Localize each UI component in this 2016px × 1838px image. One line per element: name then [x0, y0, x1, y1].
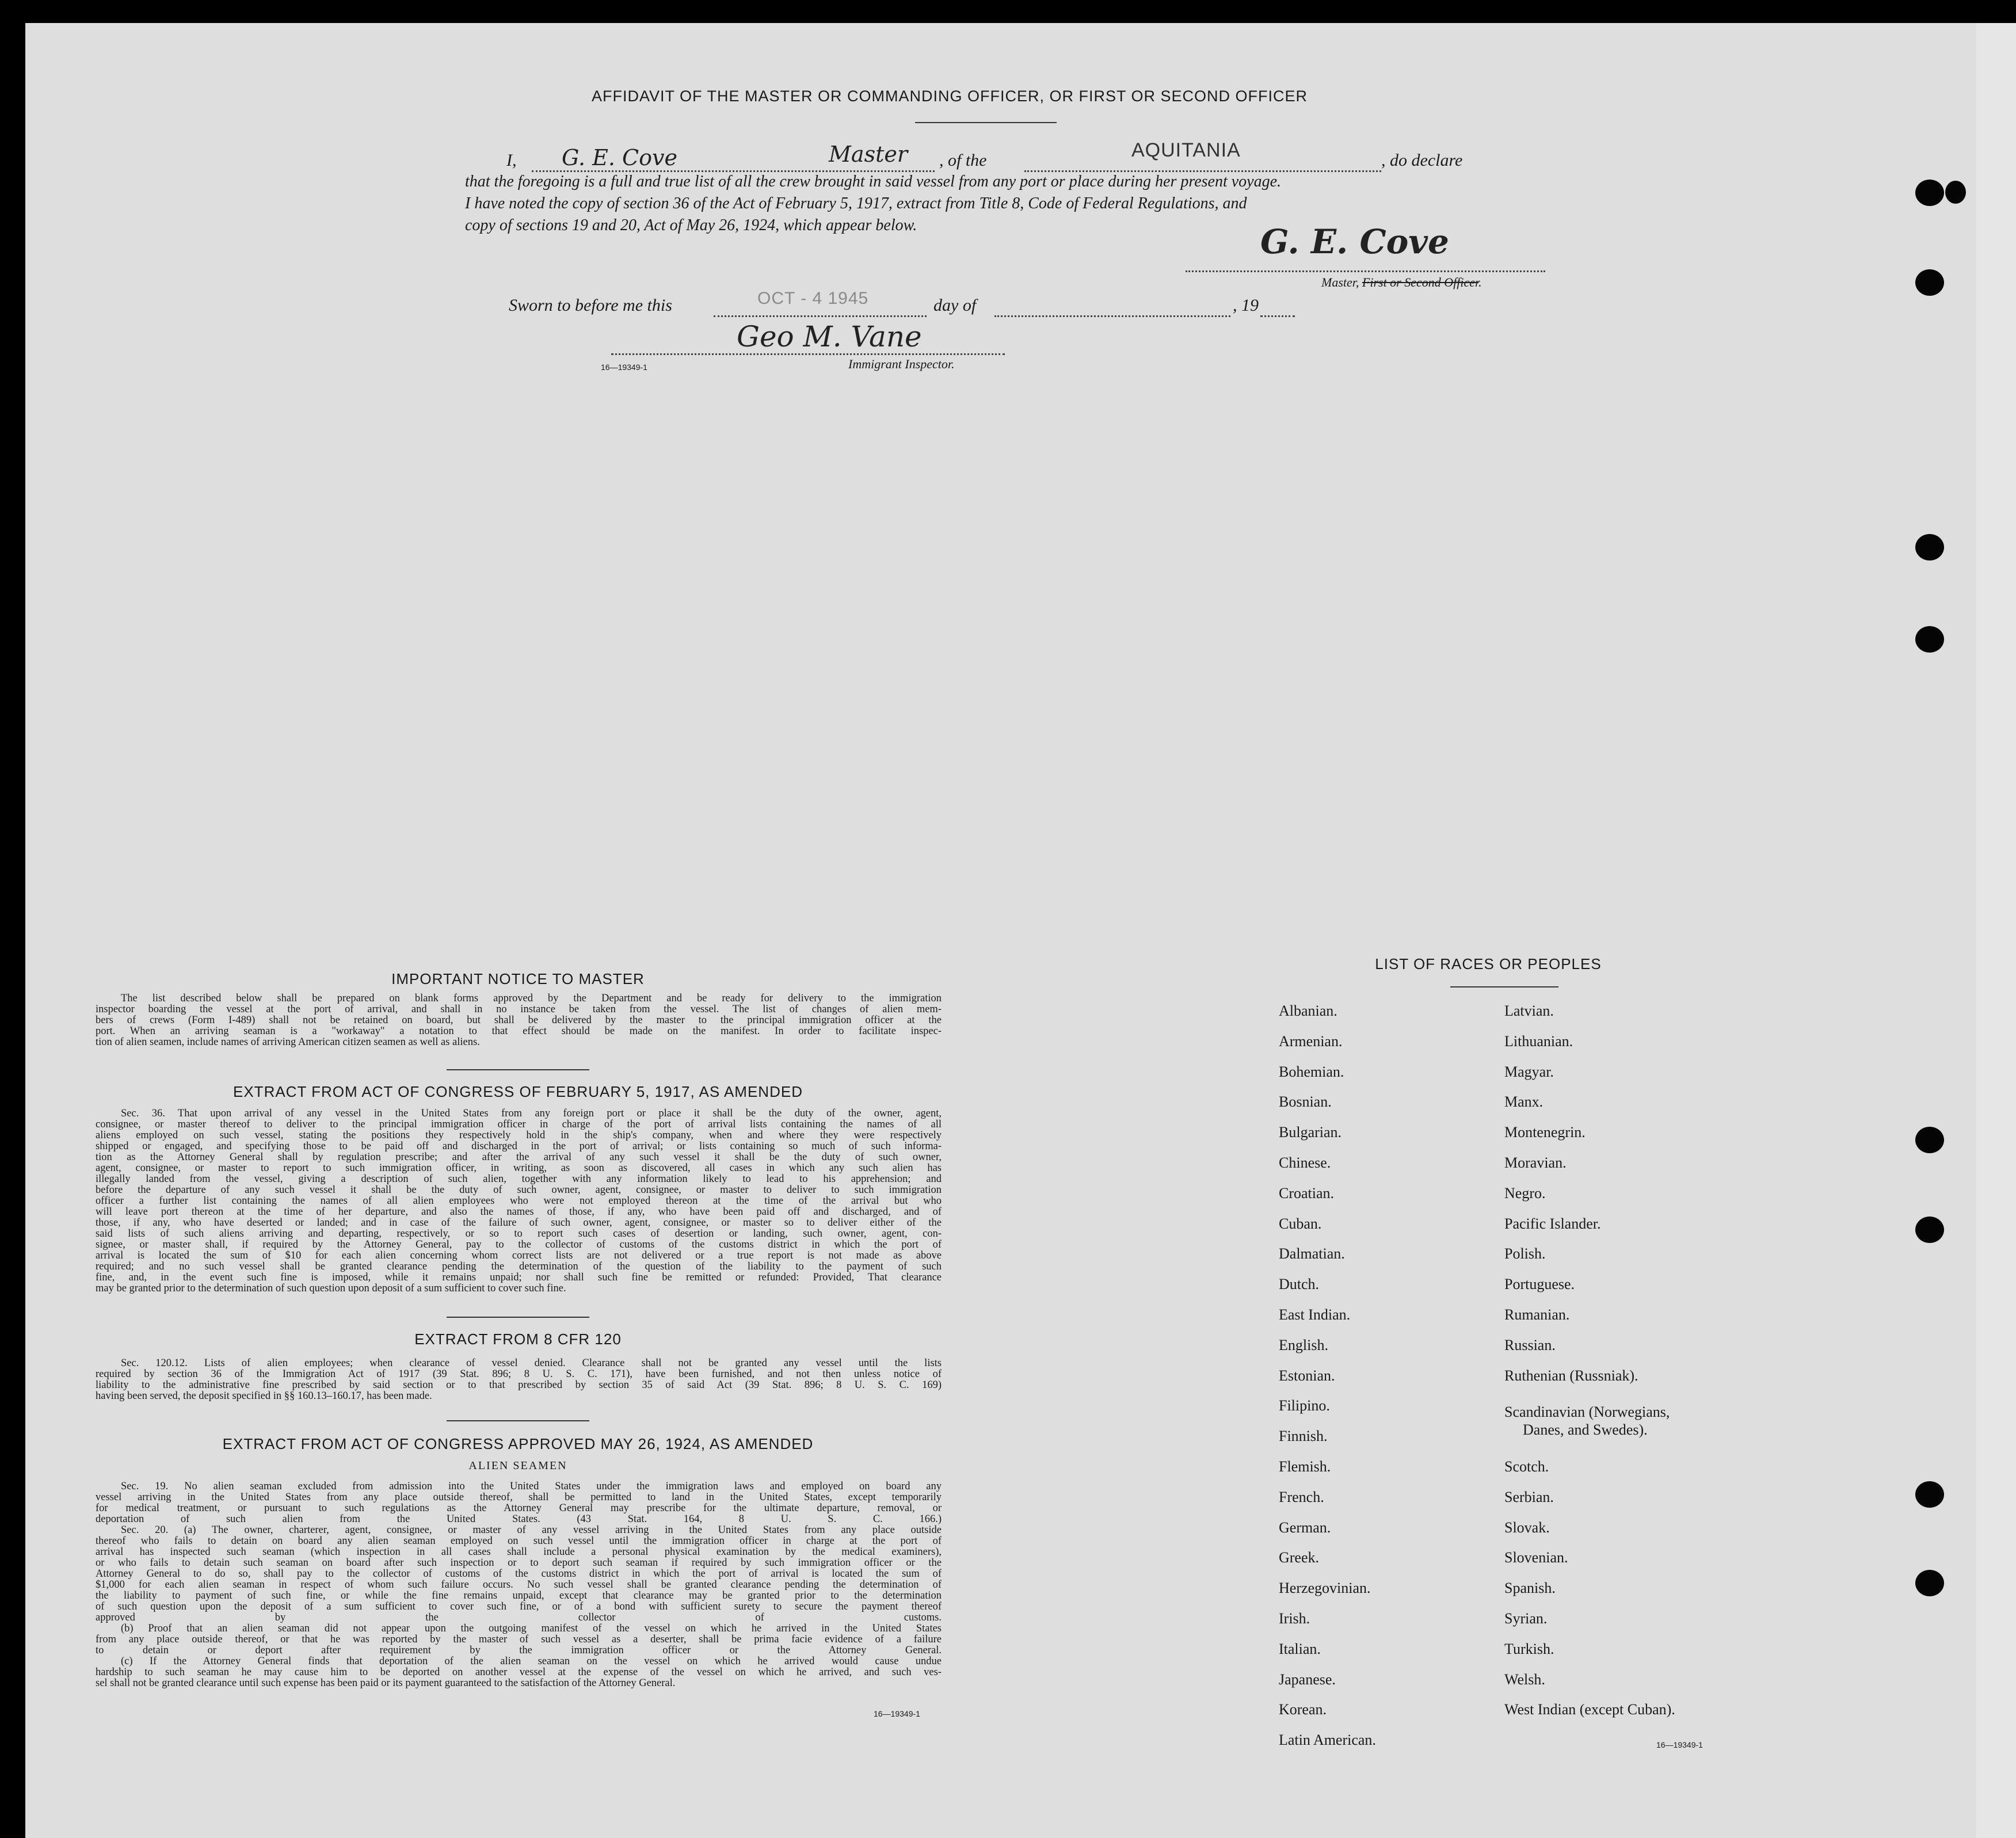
caption-struck-officer: First or Second Officer — [1362, 275, 1479, 289]
race-item: Negro. — [1504, 1185, 1546, 1202]
inspector-signature: Geo M. Vane — [737, 320, 922, 353]
signature-line — [1186, 270, 1545, 272]
race-item: Scandinavian (Norwegians, — [1504, 1404, 1670, 1420]
affidavit-title: AFFIDAVIT OF THE MASTER OR COMMANDING OFFICER, OR FIRST OR SECOND OFFICER — [591, 87, 1308, 105]
race-item: Syrian. — [1504, 1610, 1548, 1627]
race-item: East Indian. — [1279, 1306, 1351, 1323]
page-edge — [1976, 23, 2016, 1838]
binder-hole — [1915, 1127, 1944, 1153]
text-line: before the departure of any such vessel it shall be the duty of such owner, agent, consignee, or master to deliver to such immigration — [96, 1185, 942, 1196]
signature-caption — [1321, 275, 1482, 290]
race-item: Spanish. — [1504, 1580, 1556, 1596]
of-the-label: , of the — [939, 151, 987, 170]
race-item: Italian. — [1279, 1641, 1321, 1657]
race-item: Slovenian. — [1504, 1549, 1568, 1566]
extract-1924-paragraph — [96, 1481, 942, 1689]
text-line: liability to the administrative fine prescribed by said section or to that prescribed by section 35 of said Act (39 Stat. 896; 8 U. S. C. 169) — [96, 1380, 942, 1391]
race-item: Estonian. — [1279, 1367, 1335, 1384]
race-item: Armenian. — [1279, 1033, 1343, 1050]
extract-1924-heading: EXTRACT FROM ACT OF CONGRESS APPROVED MAY 26, 1924, AS AMENDED — [222, 1435, 814, 1452]
text-line: to detain or deport after requirement by the immigration officer or the Attorney General. — [96, 1645, 942, 1656]
text-line: required; and no such vessel shall be granted clearance pending the determination of the question of the liability to the payment of such — [96, 1261, 942, 1272]
text-line: arrival has inspected such seaman (which inspection in all cases shall include a personal physical examination by the medical examiners), — [96, 1547, 942, 1558]
race-item: Russian. — [1504, 1337, 1556, 1353]
text-line: shipped or engaged, and specifying those to be paid off and discharged in the port of arrival; or lists containing so much of such informa- — [96, 1141, 942, 1152]
race-item: French. — [1279, 1489, 1324, 1505]
master-rank: Master — [829, 142, 908, 167]
race-item: Moravian. — [1504, 1154, 1567, 1171]
race-item: Filipino. — [1279, 1397, 1330, 1414]
sworn-line — [509, 289, 1297, 319]
sworn-day-line — [714, 315, 927, 317]
text-line: Sec. 19. No alien seaman excluded from admission into the United States under the immigration laws and employed on board any — [121, 1481, 942, 1492]
text-line: The list described below shall be prepared on blank forms approved by the Department and be ready for delivery to the immigration — [121, 993, 942, 1004]
text-line: port. When an arriving seaman is a "workaway" a notation to that effect should be made on the manifest. In order to facilitate inspec- — [96, 1026, 942, 1037]
text-line: signee, or master shall, if required by the Attorney General, pay to the collector of customs of the customs district in which the port of — [96, 1240, 942, 1250]
notice-heading: IMPORTANT NOTICE TO MASTER — [391, 970, 645, 987]
race-item: Montenegrin. — [1504, 1124, 1586, 1141]
text-line: said lists of such aliens arriving and departing, respectively, or so to report such cases of desertion or landing, such owner, agent, con- — [96, 1229, 942, 1240]
extract-1917-heading: EXTRACT FROM ACT OF CONGRESS OF FEBRUARY 5, 1917, AS AMENDED — [233, 1083, 803, 1100]
binder-hole — [1915, 180, 1944, 206]
race-item: Bulgarian. — [1279, 1124, 1342, 1141]
race-item: Dalmatian. — [1279, 1245, 1345, 1262]
race-item-continuation: Danes, and Swedes). — [1523, 1421, 1648, 1438]
text-line: Sec. 20. (a) The owner, charterer, agent, consignee, or master of any vessel arriving in the United States from any place outside — [121, 1525, 942, 1536]
race-item: Japanese. — [1279, 1671, 1336, 1688]
race-item: Croatian. — [1279, 1185, 1335, 1202]
alien-seamen-subheading: ALIEN SEAMEN — [468, 1459, 567, 1472]
text-line: deportation of such alien from the United States. (43 Stat. 164, 8 U. S. C. 166.) — [96, 1514, 942, 1525]
year-label: , 19 — [1233, 296, 1259, 315]
race-item: Rumanian. — [1504, 1306, 1570, 1323]
race-item: Korean. — [1279, 1701, 1327, 1718]
text-line: inspector boarding the vessel at the port of arrival, and shall in no instance be taken from the vessel. The list of changes of alien mem- — [96, 1004, 942, 1015]
title-underline — [915, 122, 1057, 123]
text-line: tion of alien seamen, include names of arriving American citizen seamen as well as aliens. — [96, 1037, 480, 1048]
race-item: Manx. — [1504, 1093, 1544, 1110]
divider — [447, 1317, 589, 1318]
binder-hole — [1915, 1217, 1944, 1243]
race-item: Dutch. — [1279, 1276, 1320, 1292]
race-item: Chinese. — [1279, 1154, 1331, 1171]
extract-cfr-heading: EXTRACT FROM 8 CFR 120 — [414, 1330, 622, 1348]
text-line: vessel arriving in the United States from any place outside thereof, shall be permitted to land in the United States, except temporarily — [96, 1492, 942, 1503]
text-line: of such question upon the deposit of a sum sufficient to cover such fine, or of a bond with sufficient surety to secure the payment thereof — [96, 1601, 942, 1612]
text-line: may be granted prior to the determination of such question upon deposit of a sum sufficient to cover such fine. — [96, 1283, 566, 1294]
inspector-line — [611, 353, 1005, 355]
binder-hole — [1915, 534, 1944, 560]
binder-hole — [1915, 626, 1944, 653]
race-item: Bosnian. — [1279, 1093, 1332, 1110]
race-item: Pacific Islander. — [1504, 1215, 1601, 1232]
text-line: illegally landed from the vessel, giving a description of such alien, together with any information likely to lead to his apprehension; and — [96, 1174, 942, 1185]
name-line — [532, 170, 935, 172]
race-item: Lithuanian. — [1504, 1033, 1573, 1050]
inspector-caption: Immigrant Inspector. — [848, 357, 955, 371]
affidavit-line-4: copy of sections 19 and 20, Act of May 26, 1924, which appear below. — [465, 216, 917, 234]
binder-hole — [1915, 1570, 1944, 1596]
text-line: sel shall not be granted clearance until such expense has been paid or its payment guaranteed to the satisfaction of the Attorney General. — [96, 1678, 676, 1689]
text-line: agent, consignee, or master to report to such immigration officer, in writing, as soon as discovered, all cases in which any such alien has — [96, 1163, 942, 1174]
race-item: English. — [1279, 1337, 1328, 1353]
race-item: West Indian (except Cuban). — [1504, 1701, 1675, 1718]
text-line: required by section 36 of the Immigration Act of 1917 (39 Stat. 896; 8 U. S. C. 171), have been furnished, and not then unless notice of — [96, 1369, 942, 1380]
affidavit-form-number: 16—19349-1 — [601, 363, 647, 372]
text-line: (c) If the Attorney General finds that deportation of the alien seaman on the vessel on which he arrived would cause undue — [121, 1656, 942, 1667]
day-of-label: day of — [933, 296, 977, 315]
binder-hole — [1915, 269, 1944, 296]
race-item: Welsh. — [1504, 1671, 1545, 1688]
affidavit-line-3: I have noted the copy of section 36 of the Act of February 5, 1917, extract from Title 8, Code of Federal Regulations, and — [465, 195, 1247, 212]
race-item: Finnish. — [1279, 1428, 1328, 1444]
vessel-line — [1024, 170, 1381, 172]
affidavit-line-2: that the foregoing is a full and true list of all the crew brought in said vessel from any port or place during her present voyage. — [465, 173, 1282, 190]
text-line: hardship to such seaman he may cause him to be deported on another vessel at the expense of the vessel on which he arrived, and such ves- — [96, 1667, 942, 1678]
text-line: aliens employed on such vessel, stating the positions they respectively hold in the ship's company, when and where they were respectively — [96, 1130, 942, 1141]
notice-paragraph — [96, 993, 942, 1048]
races-form-number: 16—19349-1 — [1656, 1740, 1703, 1749]
extract-cfr-paragraph — [96, 1358, 942, 1402]
text-line: consignee, or master thereof to deliver to the principal immigration officer in charge of the port of arrival lists containing the names of all — [96, 1119, 942, 1130]
text-line: fine, and, in the event such fine is imposed, while it remains unpaid; nor shall such fine be remitted or refunded: Provided, That clearance — [96, 1272, 942, 1283]
race-item: Portuguese. — [1504, 1276, 1575, 1292]
race-item: Greek. — [1279, 1549, 1320, 1566]
divider — [447, 1069, 589, 1070]
binder-hole — [1915, 1481, 1944, 1508]
text-line: from any place outside thereof, or that he was reported by the master of such vessel as a deserter, shall be prima facie evidence of a failure — [96, 1634, 942, 1645]
race-item: Slovak. — [1504, 1519, 1550, 1536]
master-signature: G. E. Cove — [1260, 222, 1449, 261]
sworn-label: Sworn to before me this — [509, 296, 672, 315]
race-item: German. — [1279, 1519, 1331, 1536]
race-item: Polish. — [1504, 1245, 1546, 1262]
caption-master: Master, — [1321, 275, 1359, 289]
text-line: approved by the collector of customs. — [96, 1612, 942, 1623]
do-declare-label: , do declare — [1381, 151, 1463, 170]
master-name: G. E. Cove — [562, 145, 677, 170]
text-line: arrival is located the sum of $10 for each alien concerning whom correct lists are not delivered or a true report is not made as above — [96, 1250, 942, 1261]
text-line: $1,000 for each alien seaman in respect of whom such failure occurs. No such vessel shall be granted clearance pending the determination of — [96, 1580, 942, 1591]
race-item: Latvian. — [1504, 1002, 1554, 1019]
divider — [447, 1420, 589, 1421]
extract-form-number: 16—19349-1 — [874, 1709, 920, 1718]
affidavit-line-1 — [506, 139, 1548, 174]
divider — [1450, 986, 1558, 987]
text-line: bers of crews (Form I-489) shall not be retained on board, but shall be delivered by the master to the principal immigration officer at the — [96, 1015, 942, 1026]
text-line: Attorney General to do so, shall pay to the collector of customs of the customs district in which the port of arrival is located the sum of — [96, 1569, 942, 1580]
text-line: the liability to payment of such fine, or while the fine remains unpaid, except that clearance may be granted prior to the determination — [96, 1591, 942, 1601]
race-item: Albanian. — [1279, 1002, 1337, 1019]
text-line: those, if any, who have deserted or landed; and in case of the failure of such owner, agent, consignee, or master so to deliver either of the — [96, 1218, 942, 1229]
text-line: will leave port thereon at the time of her departure, and also the names of those, if any, who have been paid off and discharged, and of — [96, 1207, 942, 1218]
text-line: for medical treatment, or pursuant to such regulations as the Attorney General may prescribe for the ultimate departure, removal, or — [96, 1503, 942, 1514]
race-item: Latin American. — [1279, 1732, 1376, 1748]
text-line: tion as the Attorney General shall by regulation prescribe; and after the arrival of any such vessel it shall be the duty of such owner, — [96, 1152, 942, 1163]
race-item: Turkish. — [1504, 1641, 1554, 1657]
extract-1917-paragraph — [96, 1108, 942, 1294]
sworn-date-stamp: OCT - 4 1945 — [757, 289, 869, 308]
text-line: officer a further list containing the names of all alien employees who were not employed thereon at the time of the arrival but who — [96, 1196, 942, 1207]
race-item: Flemish. — [1279, 1458, 1331, 1475]
vessel-name: AQUITANIA — [1131, 139, 1241, 161]
races-heading: LIST OF RACES OR PEOPLES — [1375, 955, 1602, 973]
race-item: Scotch. — [1504, 1458, 1549, 1475]
race-item: Ruthenian (Russniak). — [1504, 1367, 1638, 1384]
text-line: having been served, the deposit specified in §§ 160.13–160.17, has been made. — [96, 1391, 432, 1402]
text-line: thereof who fails to detain on board any alien seaman employed on such vessel until the immigration officer in charge at the port of — [96, 1536, 942, 1547]
race-item: Bohemian. — [1279, 1063, 1344, 1080]
race-item: Serbian. — [1504, 1489, 1554, 1505]
text-line: or who fails to detain such seaman on board after such inspection or to deport such seaman if required by such immigration officer or the — [96, 1558, 942, 1569]
year-line — [1260, 315, 1295, 317]
text-line: Sec. 120.12. Lists of alien employees; when clearance of vessel denied. Clearance shall not be granted any vessel until the lists — [121, 1358, 942, 1369]
sworn-month-line — [994, 315, 1230, 317]
text-line: Sec. 36. That upon arrival of any vessel in the United States from any foreign port or place it shall be the duty of the owner, agent, — [121, 1108, 942, 1119]
I-label: I, — [506, 151, 517, 170]
race-item: Irish. — [1279, 1610, 1310, 1627]
race-item: Magyar. — [1504, 1063, 1554, 1080]
caption-end: . — [1478, 275, 1482, 289]
binder-hole — [1945, 181, 1966, 204]
race-item: Cuban. — [1279, 1215, 1322, 1232]
race-item: Herzegovinian. — [1279, 1580, 1371, 1596]
text-line: (b) Proof that an alien seaman did not appear upon the outgoing manifest of the vessel on which he arrived in the United States — [121, 1623, 942, 1634]
